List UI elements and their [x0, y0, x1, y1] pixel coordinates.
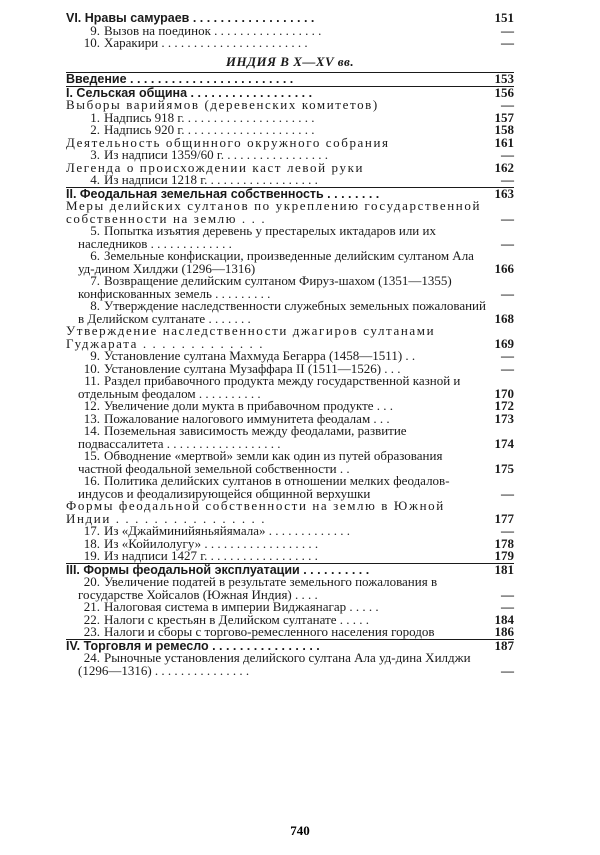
toc-item-title: Из «Джайминийяньяйямала» . . . . . . . . . . . . . — [104, 523, 350, 538]
toc-page-number: 153 — [486, 73, 514, 87]
toc-item — [66, 375, 486, 400]
toc-page-number: 179 — [494, 548, 514, 563]
toc-item-title: Попытка изъятия деревень у престарелых иктадаров или их наследников . . . . . . . . . . . . . — [78, 223, 436, 251]
toc-item-title: Установление султана Музаффара II (1511—1526) . . . — [104, 360, 401, 376]
toc-page-number: 156 — [486, 86, 514, 99]
toc-item-number: 17. — [83, 523, 100, 538]
toc-item-title: Возвращение делийским султаном Фируз-шахом (1351—1355) конфискованных земель . . . . . . . . . — [78, 273, 452, 301]
toc-page-number: 168 — [494, 310, 514, 326]
toc-item-title: Рыночные установления делийского султана Ала уд-дина Хилджи (1296—1316) . . . . . . . . . . . . . . . — [78, 650, 471, 678]
toc-item-number: 13. — [83, 410, 100, 426]
toc-page-number: 162 — [494, 159, 514, 175]
toc-item-number: 24. — [83, 650, 100, 665]
toc-row — [66, 250, 514, 275]
toc-section-title: II. Феодальная земельная собственность . . . . . . . . — [66, 187, 486, 200]
toc-row — [66, 425, 514, 450]
toc-page-number: 163 — [486, 187, 514, 200]
toc-item — [66, 652, 486, 677]
toc-item-title: Налоговая система в империи Виджаянагар . . . . . — [104, 599, 379, 614]
toc-item-number: 15. — [83, 448, 100, 463]
toc-item-title: Утверждение наследственности служебных земельных пожалований в Делийском султанате . . . . . . . — [78, 298, 486, 326]
toc-row — [66, 475, 514, 500]
toc-row — [66, 450, 514, 475]
toc-subsection-title: Деятельность общинного окружного собрания — [66, 134, 390, 150]
toc-item-title: Из «Койилолугу» . . . . . . . . . . . . . . . . . . — [104, 535, 319, 551]
toc-item-number: 19. — [83, 548, 100, 563]
toc-item-title: Налоги с крестьян в Делийском султанате . . . . . — [104, 611, 370, 627]
toc-item-number: 18. — [83, 535, 100, 551]
toc-page-number: — — [501, 97, 514, 112]
toc-item-number: 10. — [83, 360, 100, 376]
toc-row — [66, 73, 514, 87]
toc-row — [66, 37, 514, 50]
toc-page-number: — — [501, 172, 514, 187]
toc-item-title: Политика делийских султанов в отношении мелких феодалов-индусов и феодализирующейся общинной верхушки — [78, 473, 450, 501]
toc-page-number: 157 — [494, 109, 514, 125]
toc-item-number: 14. — [83, 423, 100, 438]
toc-row — [66, 576, 514, 601]
toc-page-number: — — [501, 599, 514, 614]
toc-section-title: Введение . . . . . . . . . . . . . . . . . . . . . . . . — [66, 73, 486, 87]
toc-item-title: Пожалование налогового иммунитета феодалам . . . — [104, 410, 390, 426]
toc-page-number: 174 — [494, 435, 514, 451]
toc-page-number: — — [501, 147, 514, 162]
toc-subsection-title: Меры делийских султанов по укреплению государственной собственности на землю . . . — [66, 198, 482, 226]
toc-heading-row — [66, 50, 514, 73]
toc-item-number: 3. — [90, 147, 100, 162]
toc-item — [66, 250, 486, 275]
toc-page-number: 169 — [494, 335, 514, 351]
toc-item-title: Из надписи 1218 г. . . . . . . . . . . . . . . . . . — [104, 172, 318, 187]
toc-item-number: 5. — [90, 223, 100, 238]
toc-item-title: Обводнение «мертвой» земли как один из путей образования частной феодальной земельной собственности . . — [78, 448, 443, 476]
toc-row — [66, 174, 514, 187]
section-heading: ИНДИЯ В X—XV вв. — [225, 53, 355, 69]
toc-item-number: 23. — [83, 624, 100, 639]
toc-subsection-title: Легенда о происхождении каст левой руки — [66, 159, 365, 175]
toc-page-number: — — [501, 662, 514, 678]
toc-page-number: — — [501, 348, 514, 363]
toc-page-number: 172 — [494, 398, 514, 413]
toc-row — [66, 225, 514, 250]
toc-section-title: I. Сельская община . . . . . . . . . . . . . . . . . . — [66, 86, 486, 99]
toc-row — [66, 325, 514, 350]
toc-item-number: 8. — [90, 298, 100, 313]
toc-item-number: 9. — [90, 22, 100, 38]
toc-item-number: 11. — [84, 373, 100, 388]
toc-section-title: IV. Торговля и ремесло . . . . . . . . . . . . . . . . — [66, 639, 486, 652]
toc-item — [66, 174, 486, 187]
toc-item-title: Раздел прибавочного продукта между государственной казной и отдельным феодалом . . . . . . . . . . — [78, 373, 461, 401]
toc-item-number: 10. — [83, 35, 100, 50]
toc-page-number: 181 — [486, 563, 514, 576]
toc-item-number: 2. — [90, 122, 100, 137]
toc-page-number: — — [501, 285, 514, 301]
toc-page-number: 161 — [494, 134, 514, 150]
toc-item-number: 20. — [83, 574, 100, 589]
toc-page-number: 166 — [494, 260, 514, 276]
toc-page-number: 170 — [494, 385, 514, 401]
toc-item-title: Налоги и сборы с торгово-ремесленного населения городов — [104, 624, 435, 639]
toc-row — [66, 300, 514, 325]
toc-item-title: Надпись 920 г. . . . . . . . . . . . . . . . . . . . . — [104, 122, 315, 137]
toc-item-title: Установление султана Махмуда Бегарра (1458—1511) . . — [104, 348, 416, 363]
toc-row — [66, 500, 514, 525]
toc-table — [66, 12, 514, 677]
toc-page-number: 173 — [494, 410, 514, 426]
toc-item-number: 1. — [90, 109, 100, 125]
toc-page-number: — — [501, 22, 514, 38]
toc-item — [66, 576, 486, 601]
toc-page-number: — — [501, 485, 514, 501]
toc-section-title: III. Формы феодальной эксплуатации . . . . . . . . . . — [66, 563, 486, 576]
toc-item-title: Надпись 918 г. . . . . . . . . . . . . . . . . . . . . — [104, 109, 315, 125]
toc-subsection-title: Выборы варийямов (деревенских комитетов) — [66, 97, 379, 112]
toc-page-number: — — [501, 35, 514, 50]
toc-row — [66, 200, 514, 225]
toc-page-number: 177 — [494, 510, 514, 526]
toc-row — [66, 550, 514, 563]
toc-item-title: Увеличение податей в результате земельного пожалования в государстве Хойсалов (Южная Индия) . . . . — [78, 574, 438, 602]
page-number: 740 — [290, 823, 310, 838]
table-of-contents — [66, 12, 514, 677]
toc-row — [66, 626, 514, 639]
toc-item — [66, 225, 486, 250]
toc-subsection-title: Утверждение наследственности джагиров султанами Гуджарата . . . . . . . . . . . . . — [66, 323, 436, 351]
toc-item-number: 9. — [90, 348, 100, 363]
toc-item-number: 4. — [90, 172, 100, 187]
toc-item-number: 22. — [83, 611, 100, 627]
toc-row — [66, 375, 514, 400]
toc-item — [66, 425, 486, 450]
toc-item-title: Земельные конфискации, произведенные делийским султаном Ала уд-дином Хилджи (1296—1316) — [78, 248, 474, 276]
toc-page-number: — — [501, 235, 514, 251]
toc-item-title: Увеличение доли мукта в прибавочном продукте . . . — [104, 398, 394, 413]
toc-item-title: Харакири . . . . . . . . . . . . . . . . . . . . . . . — [104, 35, 308, 50]
toc-page-number: — — [501, 360, 514, 376]
toc-item — [66, 37, 486, 50]
toc-page-number: 186 — [494, 624, 514, 639]
toc-item-number: 16. — [83, 473, 100, 488]
toc-item-number: 6. — [90, 248, 100, 263]
toc-page-number: 151 — [494, 10, 514, 25]
toc-row — [66, 652, 514, 677]
toc-section-title: VI. Нравы самураев . . . . . . . . . . . . . . . . . . — [66, 11, 315, 25]
toc-item-number: 7. — [90, 273, 100, 288]
toc-page-number: 184 — [494, 611, 514, 627]
toc-item — [66, 626, 486, 639]
toc-item-title: Из надписи 1427 г. . . . . . . . . . . . . . . . . . — [104, 548, 318, 563]
toc-page-number: — — [501, 586, 514, 602]
toc-page-number: — — [501, 523, 514, 538]
toc-page-number: — — [501, 210, 514, 226]
toc-item-number: 21. — [83, 599, 100, 614]
toc-item — [66, 475, 486, 500]
toc-item — [66, 275, 486, 300]
toc-item — [66, 550, 486, 563]
toc-page-number: 175 — [494, 460, 514, 476]
toc-page-number: 158 — [494, 122, 514, 137]
toc-page-number: 187 — [486, 639, 514, 652]
toc-item-title: Из надписи 1359/60 г. . . . . . . . . . . . . . . . . — [104, 147, 328, 162]
toc-item — [66, 300, 486, 325]
toc-subsection-title: Формы феодальной собственности на землю в Южной Индии . . . . . . . . . . . . . . . . — [66, 498, 445, 526]
toc-item-title: Поземельная зависимость между феодалами, развитие подвассалитета . . . . . . . . . . . . . . . . . . — [78, 423, 407, 451]
toc-row — [66, 275, 514, 300]
toc-page-number: 178 — [494, 535, 514, 551]
toc-item-number: 12. — [83, 398, 100, 413]
toc-item-title: Вызов на поединок . . . . . . . . . . . . . . . . . — [104, 22, 322, 38]
toc-item — [66, 450, 486, 475]
